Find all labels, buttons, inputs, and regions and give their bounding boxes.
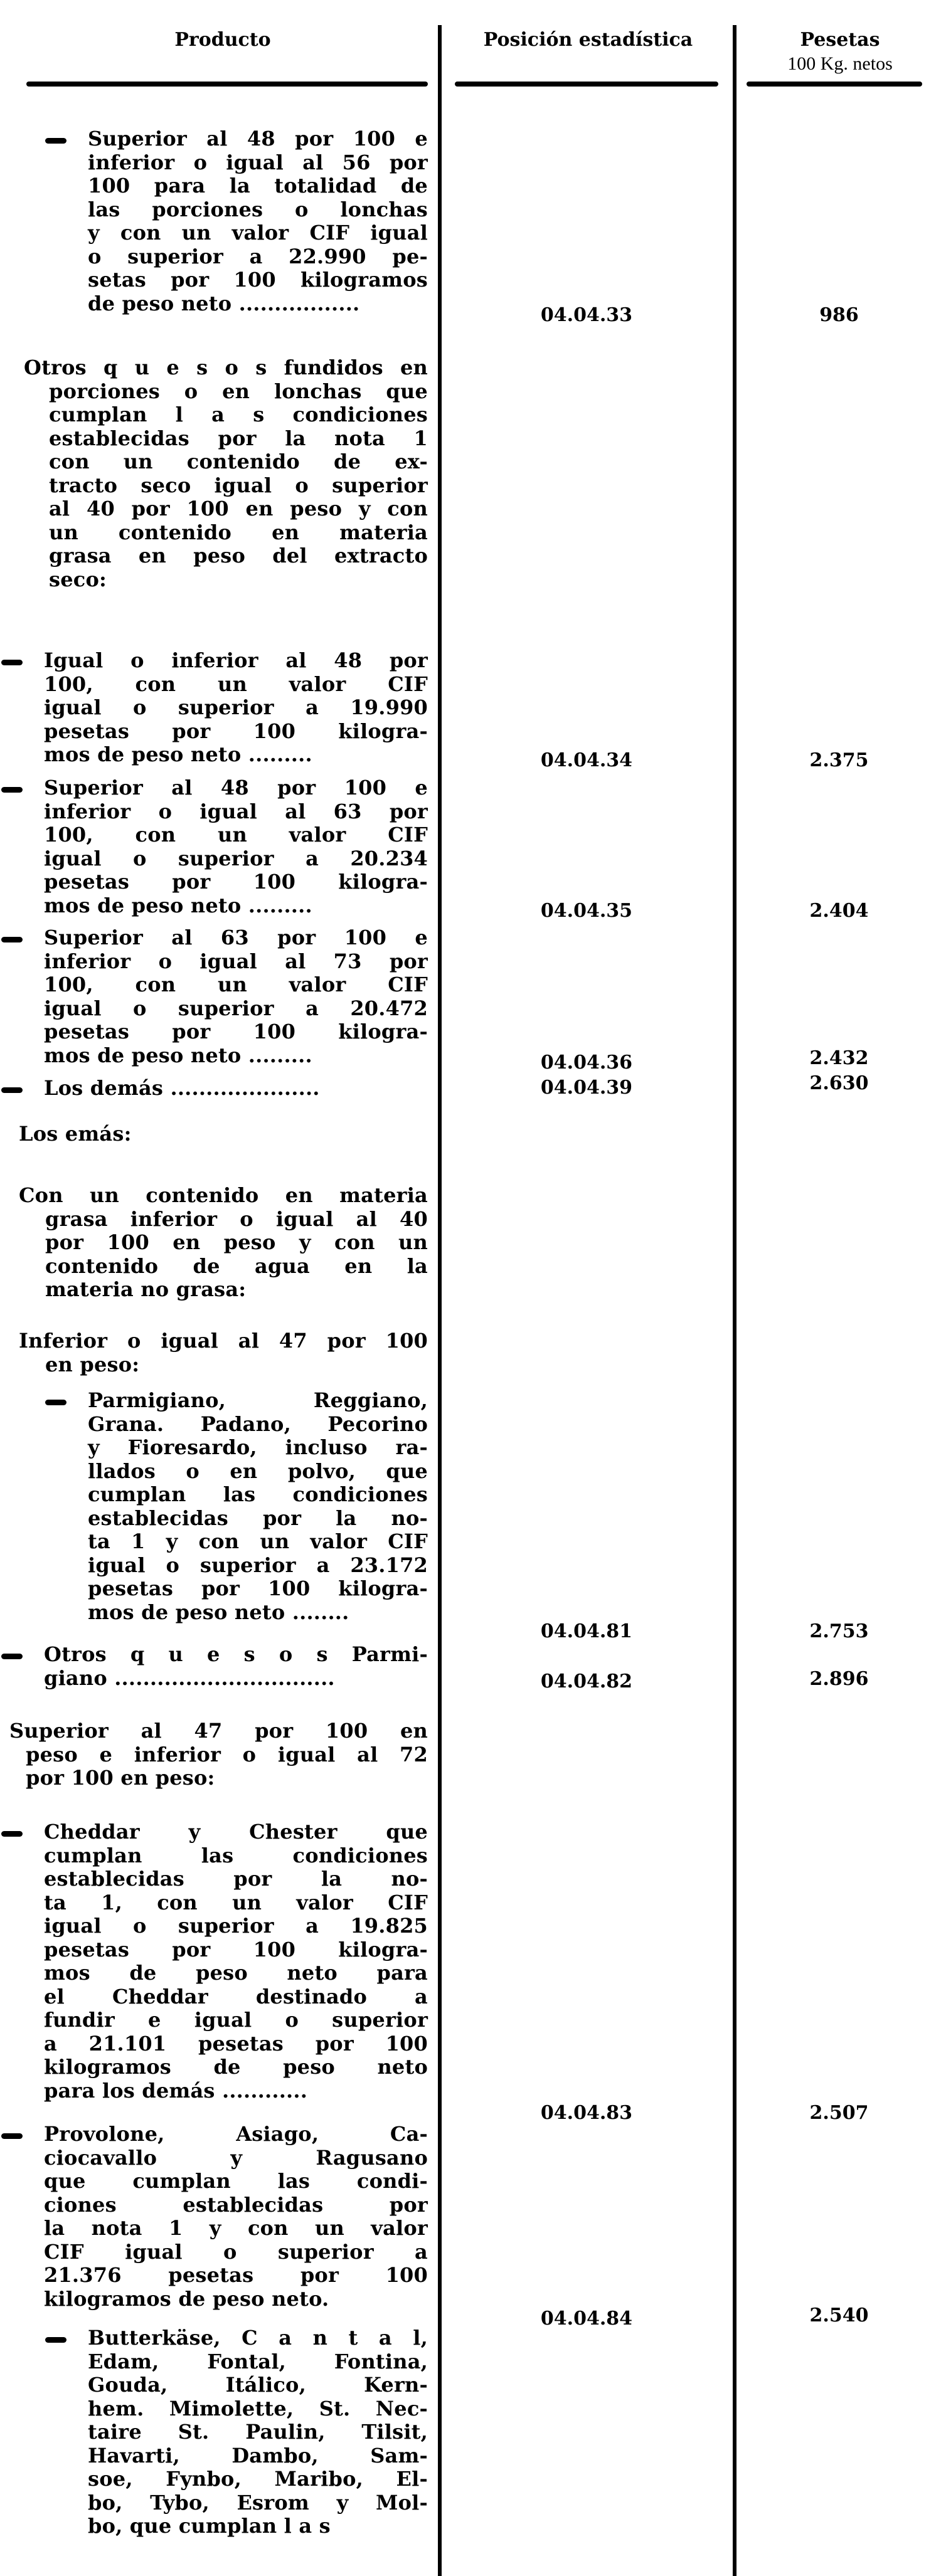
description-line: que cumplan las condi-: [44, 2169, 428, 2193]
em-dash-bullet-icon: [1, 787, 23, 793]
description-line: de peso neto .................: [88, 291, 360, 315]
description-line: 100, con un valor CIF: [44, 973, 428, 996]
product-description: [19, 1122, 207, 1146]
description-line: Otros q u e s o s fundidos en: [24, 356, 428, 379]
product-description: [44, 926, 428, 1067]
description-line: ciocavallo y Ragusano: [44, 2145, 428, 2170]
position-code: 04.04.83: [540, 2102, 633, 2124]
column-header-producto: Producto: [174, 29, 271, 51]
description-line: y Fioresardo, incluso ra-: [88, 1435, 428, 1459]
description-line: Con un contenido en materia: [19, 1183, 428, 1207]
description-line: contenido de agua en la: [45, 1254, 428, 1278]
description-line: inferior o igual al 73 por: [44, 949, 428, 973]
description-line: bo, Tybo, Esrom y Mol-: [88, 2490, 428, 2515]
price-value: 986: [819, 304, 859, 326]
description-line: setas por 100 kilogramos: [88, 268, 428, 292]
product-description: [44, 776, 428, 917]
position-code: 04.04.33: [540, 304, 633, 326]
description-line: cumplan las condiciones: [44, 1843, 428, 1867]
description-line: al 40 por 100 en peso y con: [49, 497, 428, 520]
product-description: [88, 1389, 428, 1624]
position-code: 04.04.35: [540, 900, 633, 922]
description-line: pesetas por 100 kilogra-: [44, 1020, 428, 1043]
description-line: kilogramos de peso neto.: [44, 2286, 329, 2311]
description-line: Gouda, Itálico, Kern-: [88, 2373, 428, 2397]
position-code: 04.04.36: [540, 1052, 633, 1074]
description-line: mos de peso neto .........: [44, 1043, 312, 1067]
description-line: llados o en polvo, que: [88, 1459, 428, 1483]
description-line: cumplan las condiciones: [88, 1482, 428, 1506]
em-dash-bullet-icon: [45, 138, 66, 144]
description-line: inferior o igual al 56 por: [88, 150, 428, 174]
description-line: un contenido en materia: [49, 520, 428, 544]
product-description: [44, 2123, 428, 2311]
description-line: igual o superior a 19.825: [44, 1914, 428, 1938]
description-line: Butterkäse, C a n t a l,: [88, 2326, 428, 2350]
description-line: Los emás:: [19, 1122, 132, 1146]
description-line: o superior a 22.990 pe-: [88, 244, 428, 268]
description-line: inferior o igual al 63 por: [44, 799, 428, 823]
description-line: igual o superior a 20.234: [44, 846, 428, 870]
price-value: 2.753: [809, 1620, 869, 1642]
column-divider-2: [733, 25, 736, 2576]
description-line: CIF igual o superior a: [44, 2239, 428, 2264]
description-line: para los demás ............: [44, 2078, 308, 2103]
description-line: a 21.101 pesetas por 100: [44, 2031, 428, 2056]
description-line: peso e inferior o igual al 72: [26, 1742, 428, 1766]
product-description: [88, 127, 428, 315]
product-description: [44, 1820, 428, 2103]
description-line: bo, que cumplan l a s: [88, 2514, 331, 2538]
description-line: fundir e igual o superior: [44, 2008, 428, 2032]
product-description: [9, 1719, 428, 1790]
description-line: Cheddar y Chester que: [44, 1820, 428, 1844]
position-code: 04.04.34: [540, 749, 633, 771]
em-dash-bullet-icon: [1, 1087, 23, 1093]
position-code: 04.04.84: [540, 2308, 633, 2330]
description-line: Los demás .....................: [44, 1076, 320, 1100]
description-line: 100 para la totalidad de: [88, 174, 428, 198]
description-line: establecidas por la no-: [44, 1867, 428, 1891]
price-value: 2.432: [809, 1047, 869, 1069]
description-line: ta 1 y con un valor CIF: [88, 1529, 428, 1553]
description-line: grasa en peso del extracto: [49, 544, 428, 567]
description-line: taire St. Paulin, Tilsit,: [88, 2420, 428, 2444]
column-header-pesetas: [739, 28, 941, 76]
description-line: Igual o inferior al 48 por: [44, 648, 428, 672]
description-line: 100, con un valor CIF: [44, 823, 428, 847]
product-description: [88, 2326, 428, 2538]
em-dash-bullet-icon: [1, 660, 23, 665]
description-line: 21.376 pesetas por 100: [44, 2263, 428, 2287]
description-line: Edam, Fontal, Fontina,: [88, 2349, 428, 2373]
description-line: cumplan l a s condiciones: [49, 403, 428, 426]
description-line: establecidas por la no-: [88, 1506, 428, 1530]
column-header-posicion: Posición estadística: [483, 29, 693, 51]
description-line: con un contenido de ex-: [49, 450, 428, 473]
price-value: 2.507: [809, 2102, 869, 2124]
price-value: 2.630: [809, 1072, 869, 1094]
header-rule-pesetas: [747, 82, 922, 87]
price-value: 2.896: [809, 1668, 869, 1690]
price-value: 2.540: [809, 2304, 869, 2326]
description-line: giano ...............................: [44, 1665, 335, 1690]
price-value: 2.375: [809, 749, 869, 771]
description-line: mos de peso neto .........: [44, 893, 312, 917]
description-line: Havarti, Dambo, Sam-: [88, 2443, 428, 2468]
description-line: por 100 en peso:: [26, 1766, 215, 1790]
column-header-pesetas-line2: 100 Kg. netos: [787, 53, 893, 74]
description-line: mos de peso neto .........: [44, 742, 312, 766]
description-line: las porciones o lonchas: [88, 197, 428, 221]
header-rule-posicion: [455, 82, 718, 87]
em-dash-bullet-icon: [1, 2133, 23, 2139]
description-line: el Cheddar destinado a: [44, 1984, 428, 2009]
product-description: [19, 1184, 428, 1302]
description-line: ta 1, con un valor CIF: [44, 1890, 428, 1914]
description-line: porciones o en lonchas que: [49, 379, 428, 403]
column-divider-1: [438, 25, 442, 2576]
header-rule-producto: [26, 82, 428, 87]
description-line: igual o superior a 23.172: [88, 1553, 428, 1577]
em-dash-bullet-icon: [1, 1831, 23, 1837]
em-dash-bullet-icon: [1, 937, 23, 942]
description-line: ciones establecidas por: [44, 2192, 428, 2217]
em-dash-bullet-icon: [45, 1400, 66, 1405]
description-line: kilogramos de peso neto: [44, 2055, 428, 2079]
column-header-pesetas-line1: Pesetas: [800, 29, 880, 51]
description-line: pesetas por 100 kilogra-: [44, 870, 428, 894]
description-line: igual o superior a 20.472: [44, 996, 428, 1020]
em-dash-bullet-icon: [1, 1654, 23, 1659]
description-line: materia no grasa:: [45, 1277, 247, 1301]
description-line: soe, Fynbo, Maribo, El-: [88, 2467, 428, 2491]
description-line: hem. Mimolette, St. Nec-: [88, 2396, 428, 2420]
description-line: Otros q u e s o s Parmi-: [44, 1642, 428, 1666]
position-code: 04.04.81: [540, 1620, 633, 1642]
product-description: [24, 356, 428, 591]
description-line: Superior al 63 por 100 e: [44, 926, 428, 949]
product-description: [44, 1643, 428, 1690]
description-line: Grana. Padano, Pecorino: [88, 1412, 428, 1436]
description-line: en peso:: [45, 1352, 140, 1376]
product-description: [44, 649, 428, 767]
description-line: pesetas por 100 kilogra-: [88, 1576, 428, 1600]
description-line: establecidas por la nota 1: [49, 426, 428, 450]
product-description: [19, 1329, 428, 1376]
description-line: Superior al 48 por 100 e: [44, 776, 428, 800]
description-line: grasa inferior o igual al 40: [45, 1206, 428, 1231]
product-description: [44, 1077, 428, 1101]
position-code: 04.04.39: [540, 1077, 633, 1099]
description-line: seco:: [49, 567, 107, 591]
description-line: Superior al 48 por 100 e: [88, 127, 428, 150]
position-code: 04.04.82: [540, 1671, 633, 1692]
description-line: la nota 1 y con un valor: [44, 2216, 428, 2240]
description-line: pesetas por 100 kilogra-: [44, 1937, 428, 1961]
description-line: Superior al 47 por 100 en: [9, 1719, 428, 1743]
description-line: igual o superior a 19.990: [44, 695, 428, 719]
description-line: mos de peso neto para: [44, 1961, 428, 1985]
description-line: Inferior o igual al 47 por 100: [19, 1329, 428, 1353]
description-line: y con un valor CIF igual: [88, 221, 428, 245]
description-line: por 100 en peso y con un: [45, 1230, 428, 1254]
description-line: 100, con un valor CIF: [44, 672, 428, 696]
price-value: 2.404: [809, 900, 869, 922]
description-line: Parmigiano, Reggiano,: [88, 1388, 428, 1412]
description-line: Provolone, Asiago, Ca-: [44, 2122, 428, 2146]
description-line: tracto seco igual o superior: [49, 473, 428, 497]
em-dash-bullet-icon: [45, 2337, 66, 2343]
description-line: pesetas por 100 kilogra-: [44, 719, 428, 743]
description-line: mos de peso neto ........: [88, 1600, 349, 1624]
